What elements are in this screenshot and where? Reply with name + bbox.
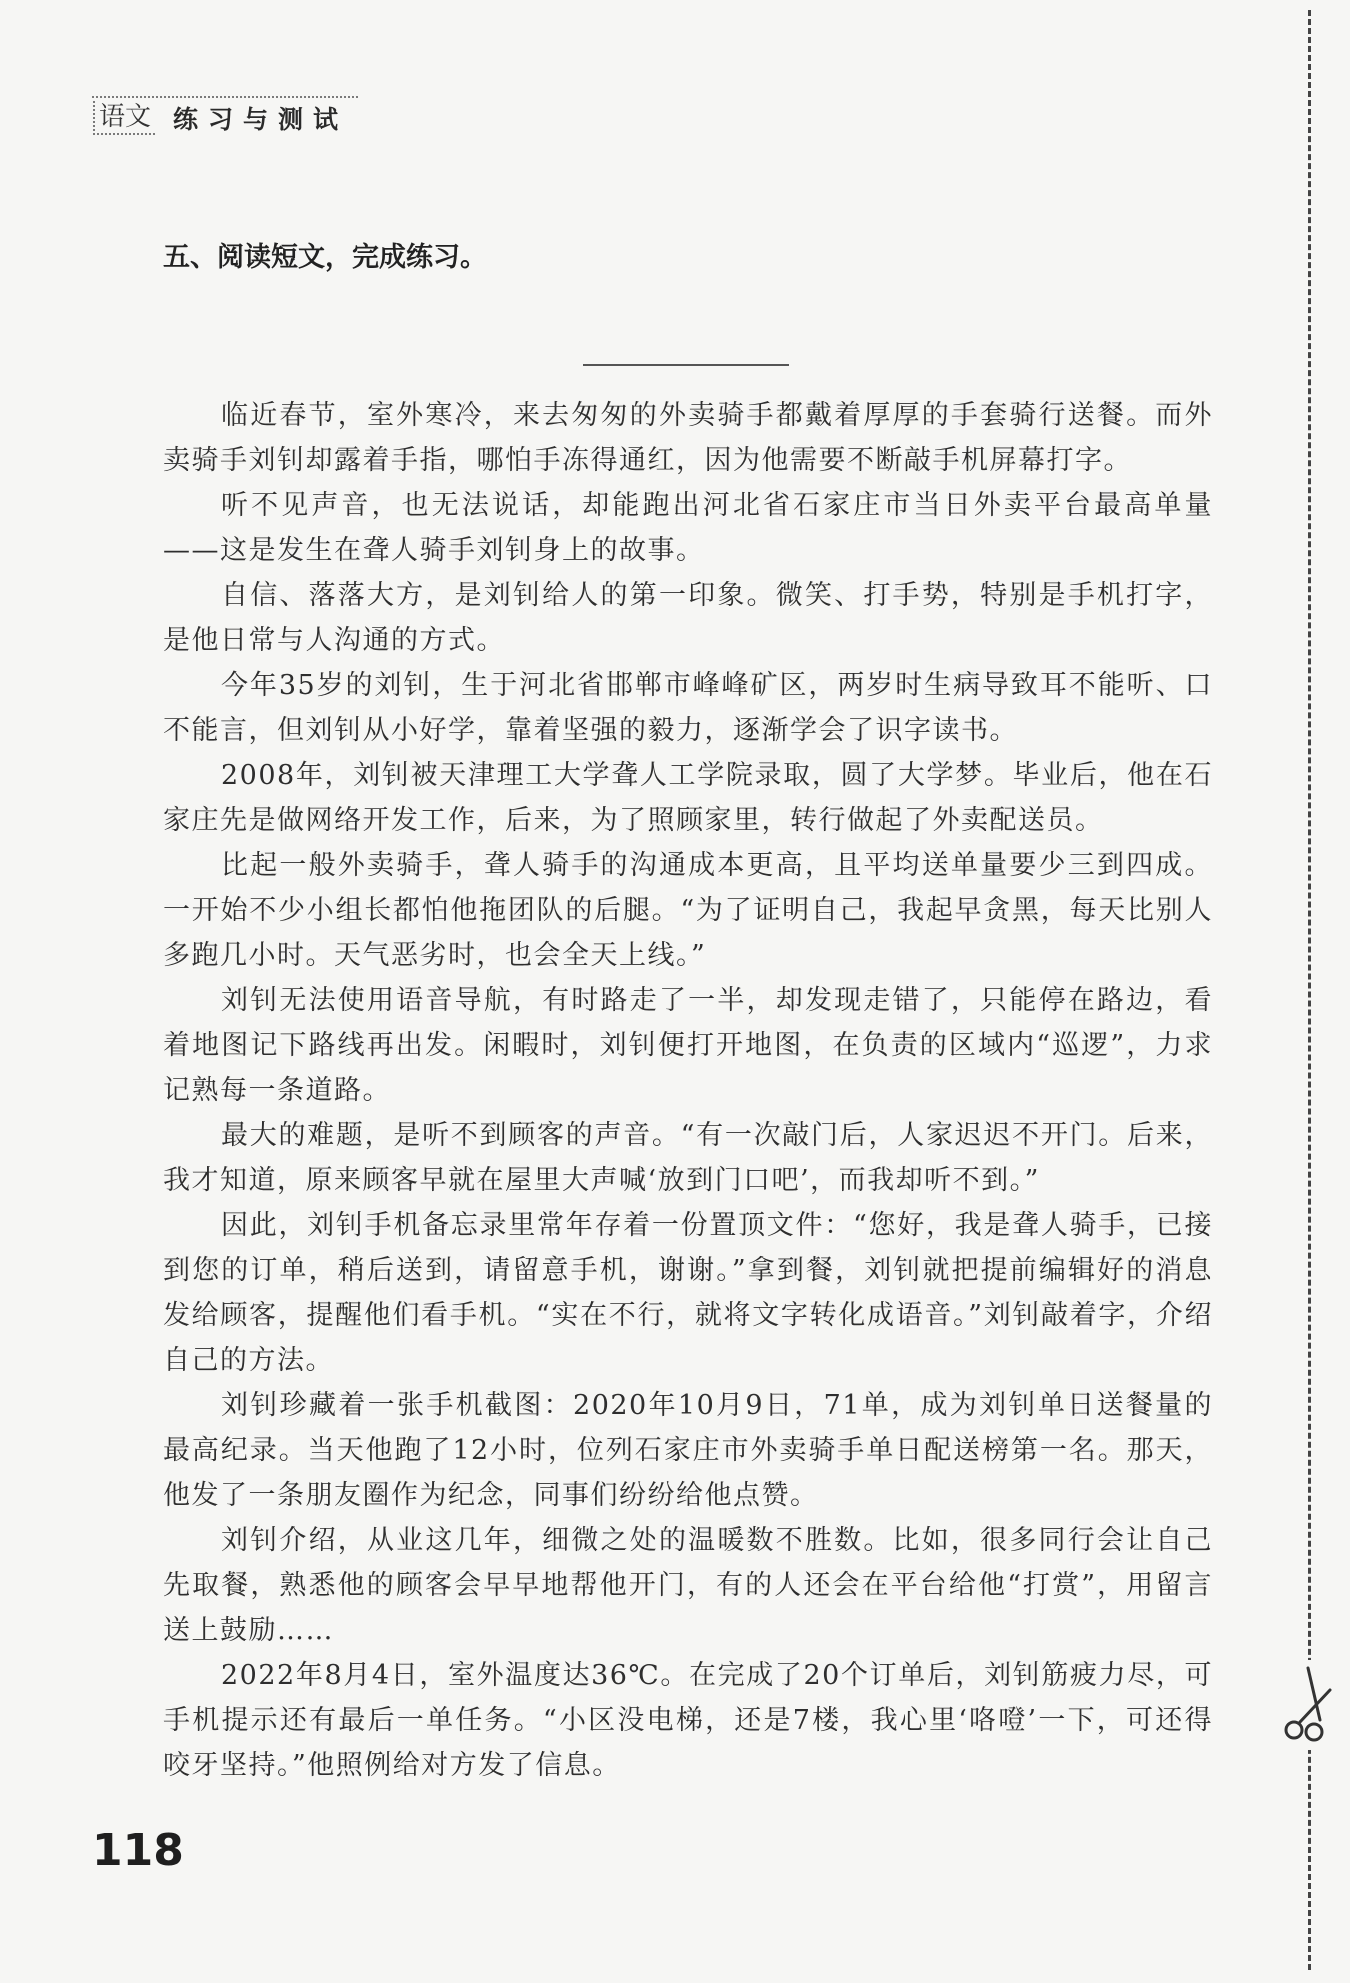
article-body [163,393,1213,1788]
article-paragraph: 2022年8月4日，室外温度达36℃。在完成了20个订单后，刘钊筋疲力尽，可手机提示还有最后一单任务。“小区没电梯，还是7楼，我心里‘咯噔’一下，可还得咬牙坚持。”他照例给对方发了信息。 [163,1660,1213,1781]
title-blank-line [583,364,789,366]
article-paragraph: 今年35岁的刘钊，生于河北省邯郸市峰峰矿区，两岁时生病导致耳不能听、口不能言，但刘钊从小好学，靠着坚强的毅力，逐渐学会了识字读书。 [163,670,1213,746]
section-heading: 五、阅读短文，完成练习。 [163,242,487,273]
header-book-title: 练习与测试 [173,105,349,134]
article-paragraph: 自信、落落大方，是刘钊给人的第一印象。微笑、打手势，特别是手机打字，是他日常与人沟通的方式。 [163,580,1213,656]
article-paragraph: 最大的难题，是听不到顾客的声音。“有一次敲门后，人家迟迟不开门。后来，我才知道，原来顾客早就在屋里大声喊‘放到门口吧’，而我却听不到。” [163,1120,1213,1196]
article-paragraph: 刘钊介绍，从业这几年，细微之处的温暖数不胜数。比如，很多同行会让自己先取餐，熟悉他的顾客会早早地帮他开门，有的人还会在平台给他“打赏”，用留言送上鼓励…… [163,1525,1213,1646]
article-paragraph: 临近春节，室外寒冷，来去匆匆的外卖骑手都戴着厚厚的手套骑行送餐。而外卖骑手刘钊却露着手指，哪怕手冻得通红，因为他需要不断敲手机屏幕打字。 [163,400,1213,476]
page-number: 118 [92,1825,184,1876]
header-dotted-rule [92,96,358,98]
scissors-icon [1278,1660,1334,1750]
article-paragraph: 刘钊无法使用语音导航，有时路走了一半，却发现走错了，只能停在路边，看着地图记下路线再出发。闲暇时，刘钊便打开地图，在负责的区域内“巡逻”，力求记熟每一条道路。 [163,985,1213,1106]
article-paragraph: 因此，刘钊手机备忘录里常年存着一份置顶文件：“您好，我是聋人骑手，已接到您的订单，稍后送到，请留意手机，谢谢。”拿到餐，刘钊就把提前编辑好的消息发给顾客，提醒他们看手机。“实在不行，就将文字转化成语音。”刘钊敲着字，介绍自己的方法。 [163,1210,1213,1376]
article-paragraph: 比起一般外卖骑手，聋人骑手的沟通成本更高，且平均送单量要少三到四成。一开始不少小组长都怕他拖团队的后腿。“为了证明自己，我起早贪黑，每天比别人多跑几小时。天气恶劣时，也会全天上线。” [163,850,1213,971]
article-paragraph: 刘钊珍藏着一张手机截图：2020年10月9日，71单，成为刘钊单日送餐量的最高纪录。当天他跑了12小时，位列石家庄市外卖骑手单日配送榜第一名。那天，他发了一条朋友圈作为纪念，同事们纷纷给他点赞。 [163,1390,1213,1511]
article-paragraph: 2008年，刘钊被天津理工大学聋人工学院录取，圆了大学梦。毕业后，他在石家庄先是做网络开发工作，后来，为了照顾家里，转行做起了外卖配送员。 [163,760,1213,836]
article-paragraph: 听不见声音，也无法说话，却能跑出河北省石家庄市当日外卖平台最高单量——这是发生在聋人骑手刘钊身上的故事。 [163,490,1213,566]
header-subject-label: 语文 [93,101,155,135]
